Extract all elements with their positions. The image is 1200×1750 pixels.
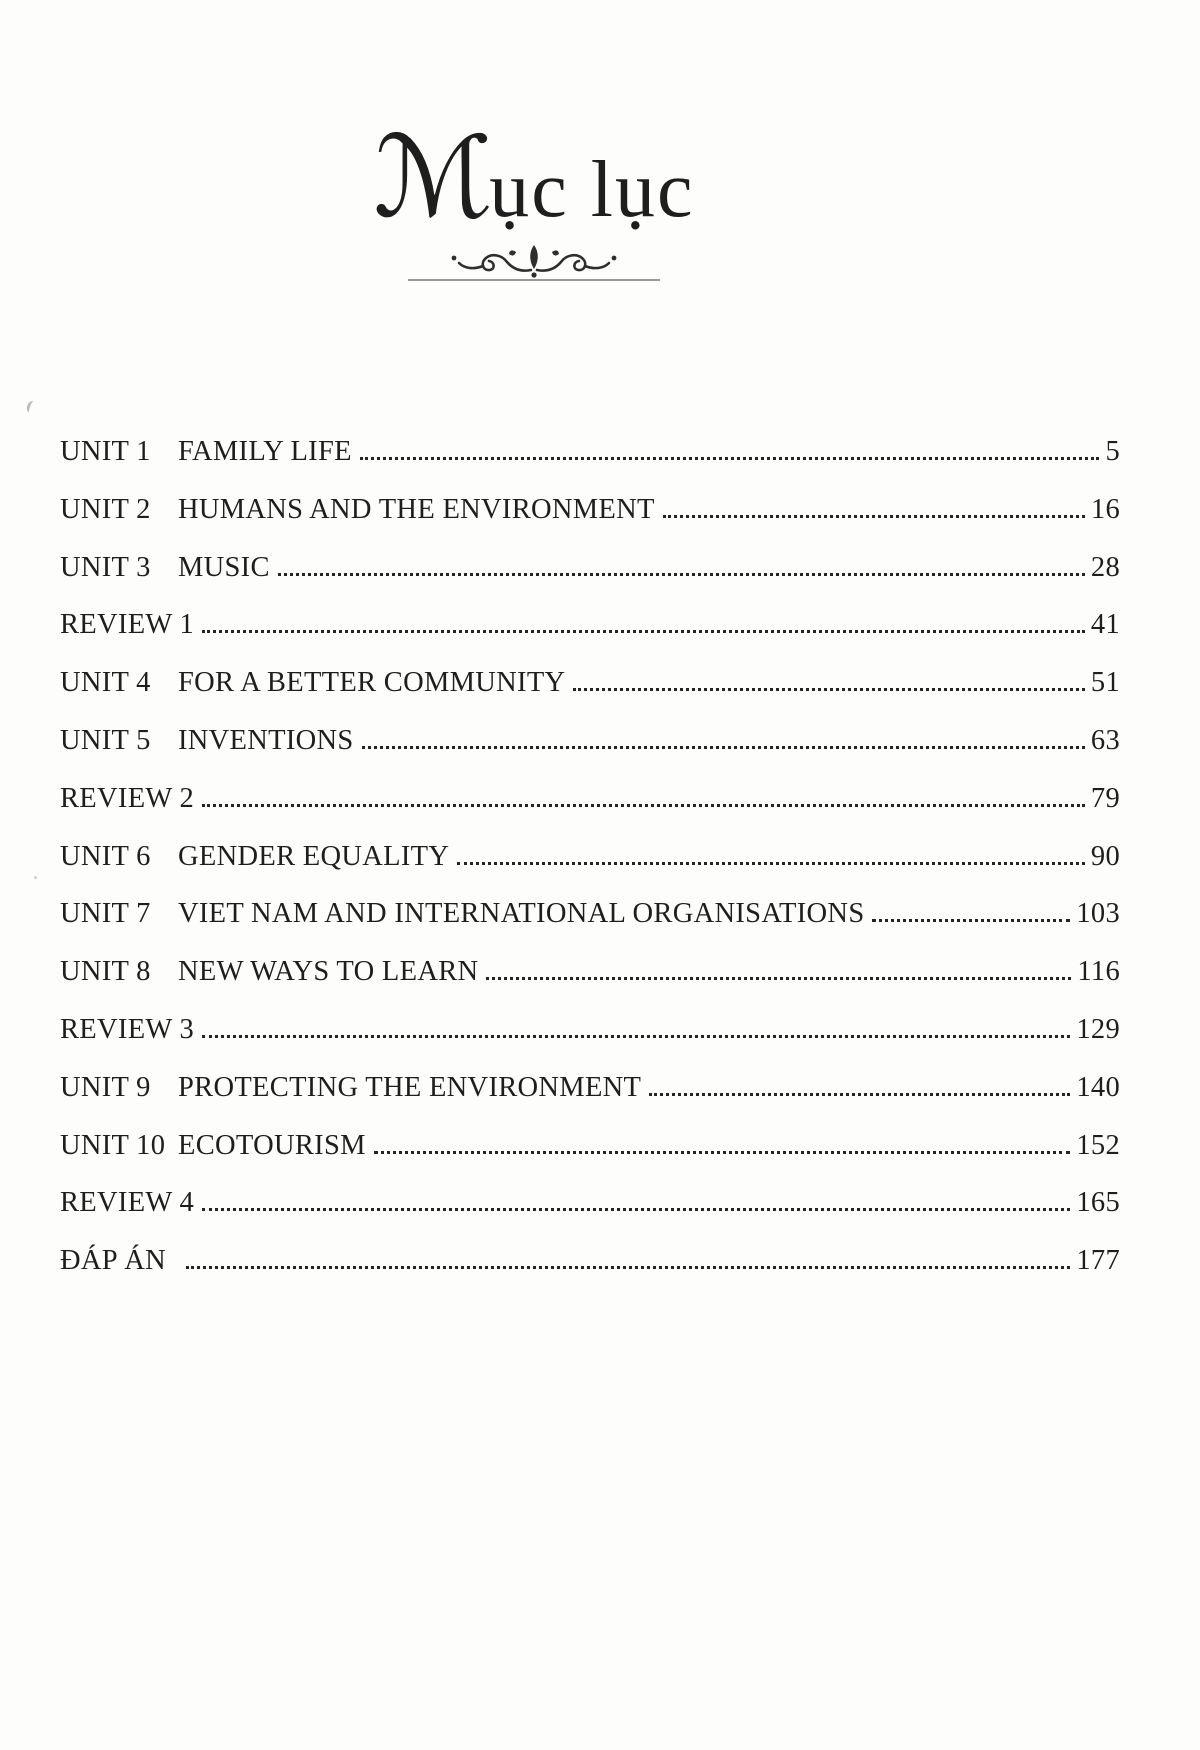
page-number: 51 — [1090, 667, 1120, 699]
dot-leader — [278, 573, 1085, 576]
toc-entry-title: ECOTOURISM — [178, 1129, 366, 1161]
dot-leader — [202, 804, 1085, 807]
dot-leader — [573, 688, 1084, 691]
toc-entry-label: UNIT 9 — [60, 1071, 151, 1103]
toc-row — [60, 423, 1120, 481]
toc-row — [60, 1174, 1120, 1232]
page-number: 152 — [1076, 1129, 1120, 1161]
divider-line — [408, 279, 660, 281]
toc-entry-title: NEW WAYS TO LEARN — [178, 956, 479, 988]
toc-entry-label: UNIT 5 — [60, 724, 151, 756]
toc-entry-label: REVIEW 4 — [60, 1187, 195, 1219]
toc-entry-label: REVIEW 3 — [60, 1013, 195, 1045]
page-number: 165 — [1076, 1187, 1120, 1219]
toc-row — [60, 539, 1120, 597]
dot-leader — [872, 919, 1070, 922]
title-initial: ℳ — [373, 113, 494, 243]
dot-leader — [486, 977, 1071, 980]
toc-row — [60, 712, 1120, 770]
page-number: 177 — [1076, 1245, 1120, 1277]
title-divider — [0, 244, 1134, 281]
dot-leader — [360, 457, 1100, 460]
toc-entry-label: REVIEW 1 — [60, 609, 195, 641]
scan-artifact — [25, 400, 38, 414]
page-number: 140 — [1076, 1071, 1120, 1103]
toc-row — [60, 1232, 1120, 1290]
scan-artifact — [34, 876, 37, 879]
toc-entry-label: UNIT 4 — [60, 667, 151, 699]
toc-row — [60, 596, 1120, 654]
toc-entry-title: GENDER EQUALITY — [178, 840, 450, 872]
title-rest: ục lục — [489, 146, 695, 234]
dot-leader — [202, 630, 1085, 633]
page-number: 5 — [1105, 436, 1120, 467]
toc-row — [60, 1117, 1120, 1175]
toc-entry-title: MUSIC — [178, 551, 270, 583]
dot-leader — [457, 862, 1085, 865]
toc-entry-label: UNIT 8 — [60, 956, 151, 988]
dot-leader — [186, 1266, 1070, 1269]
toc-entry-label: ĐÁP ÁN — [60, 1245, 167, 1277]
toc-entry-title: HUMANS AND THE ENVIRONMENT — [178, 493, 655, 525]
page-number: 16 — [1090, 493, 1120, 525]
dot-leader — [649, 1093, 1070, 1096]
toc-entry-label: UNIT 6 — [60, 840, 151, 872]
dot-leader — [202, 1208, 1070, 1211]
toc-row — [60, 481, 1120, 539]
page-number: 90 — [1090, 840, 1120, 872]
toc-entry-label: UNIT 7 — [60, 898, 151, 930]
toc-entry-label: REVIEW 2 — [60, 782, 195, 814]
dot-leader — [374, 1151, 1071, 1154]
toc-entry-label: UNIT 10 — [60, 1129, 166, 1161]
page-number: 28 — [1090, 551, 1120, 583]
toc-row — [60, 654, 1120, 712]
toc-entry-title: PROTECTING THE ENVIRONMENT — [178, 1071, 642, 1103]
toc-entry-title: INVENTIONS — [178, 724, 354, 756]
toc-entry-label: UNIT 3 — [60, 551, 151, 583]
dot-leader — [202, 1035, 1070, 1038]
table-of-contents — [60, 281, 1120, 1290]
page-number: 63 — [1090, 724, 1120, 756]
page-number: 103 — [1076, 898, 1120, 930]
toc-row — [60, 1001, 1120, 1059]
page-title — [0, 0, 1134, 243]
toc-row — [60, 1059, 1120, 1117]
toc-row — [60, 885, 1120, 943]
page-number: 129 — [1076, 1013, 1120, 1045]
page-number: 79 — [1090, 782, 1120, 814]
toc-row — [60, 828, 1120, 886]
toc-entry-label: UNIT 1 — [60, 436, 151, 467]
dot-leader — [362, 746, 1085, 749]
dot-leader — [663, 515, 1085, 518]
toc-entry-label: UNIT 2 — [60, 493, 151, 525]
toc-entry-title: VIET NAM AND INTERNATIONAL ORGANISATIONS — [178, 898, 865, 930]
toc-entry-title: FOR A BETTER COMMUNITY — [178, 667, 566, 699]
page-number: 116 — [1077, 956, 1120, 988]
toc-entry-title: FAMILY LIFE — [178, 436, 352, 467]
toc-row — [60, 770, 1120, 828]
toc-row — [60, 943, 1120, 1001]
page-number: 41 — [1090, 609, 1120, 641]
